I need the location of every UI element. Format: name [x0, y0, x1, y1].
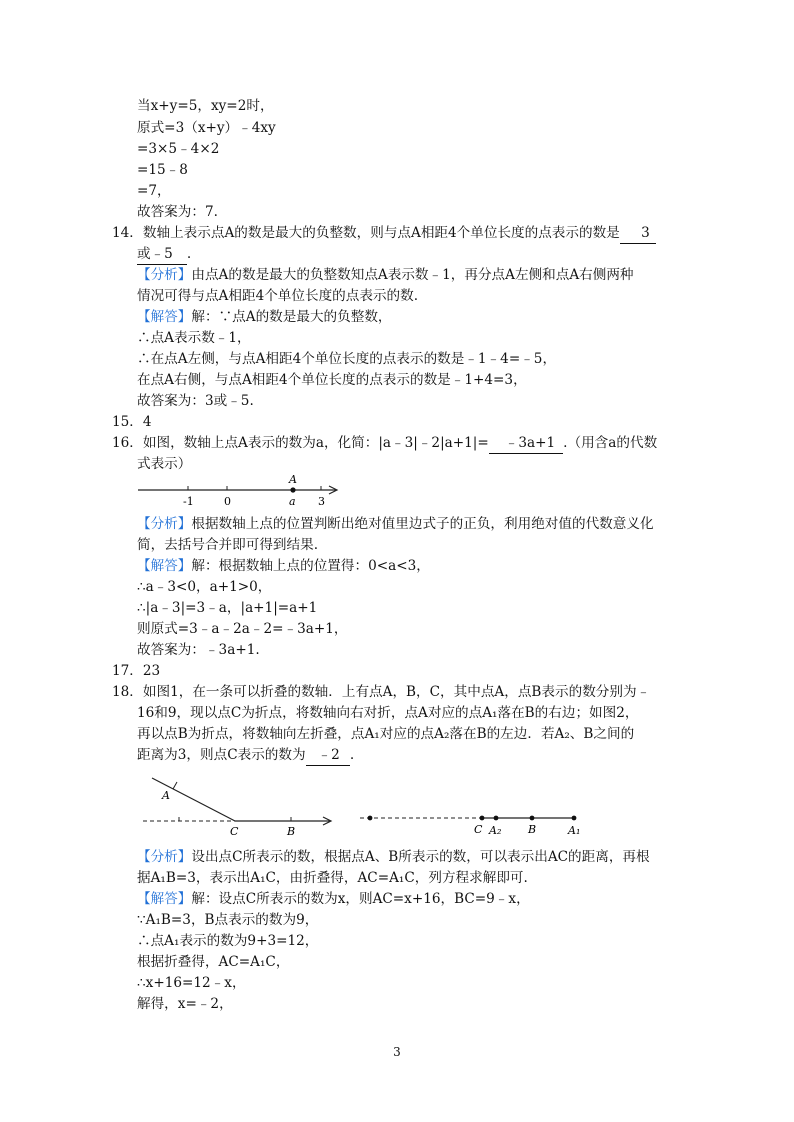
solution-line: 【解答】解：∵点A的数是最大的负整数， [137, 309, 392, 325]
solution-line: ∴点A₁表示的数为9+3=12， [137, 933, 319, 949]
point-label: A [289, 473, 297, 486]
question-17: 17．23 [112, 663, 161, 679]
answer-blank: ﹣2 [306, 745, 350, 766]
question-14-cont: 或﹣5 . [137, 244, 191, 265]
folding-number-line-figure-1 [140, 772, 340, 840]
solution-line: 根据折叠得，AC=A₁C， [137, 954, 290, 970]
text-line: =3×5﹣4×2 [137, 141, 220, 157]
analysis-line: 据A₁B=3，表示出A₁C，由折叠得，AC=A₁C，列方程求解即可. [137, 870, 528, 886]
folding-number-line-figure-2 [358, 772, 590, 840]
solution-line: ∴x+16=12﹣x， [137, 975, 246, 991]
text-line: =7， [137, 183, 171, 199]
question-18-cont: 再以点B为折点，将数轴向左折叠，点A₁对应的点A₂落在B的左边．若A₂、B之间的 [137, 726, 635, 742]
analysis-line: 【分析】根据数轴上点的位置判断出绝对值里边式子的正负，利用绝对值的代数意义化 [137, 516, 654, 532]
analysis-line: 情况可得与点A相距4个单位长度的点表示的数. [137, 288, 419, 304]
analysis-line: 【分析】设出点C所表示的数，根据点A、B所表示的数，可以表示出AC的距离，再根 [137, 849, 650, 865]
text-line: =15﹣8 [137, 162, 188, 178]
point-label-a: A [162, 789, 170, 802]
solution-line: ∴在点A左侧，与点A相距4个单位长度的点表示的数是﹣1﹣4=﹣5， [137, 351, 557, 367]
solution-line: 解得，x=﹣2， [137, 996, 233, 1012]
question-number: 14． [112, 225, 143, 241]
question-number: 16． [112, 435, 143, 451]
point-label-a2: A₂ [489, 824, 502, 837]
point-label-c: C [474, 823, 483, 836]
question-14 [112, 223, 656, 244]
point-marker [368, 816, 373, 821]
number-line-figure-16 [136, 472, 346, 512]
analysis-line: 【分析】由点A的数是最大的负整数知点A表示数﹣1，再分点A左侧和点A右侧两种 [137, 267, 634, 283]
question-text: 如图1，在一条可以折叠的数轴．上有点A，B，C，其中点A，点B表示的数分别为﹣ [142, 684, 651, 700]
point-a [290, 487, 295, 492]
solution-tag: 【解答】 [137, 558, 192, 574]
tick-label: 0 [224, 495, 231, 508]
page-number: 3 [393, 1045, 401, 1059]
solution-line: ∴|a﹣3|=3﹣a，|a+1|=a+1 [137, 600, 318, 616]
solution-line: 在点A右侧，与点A相距4个单位长度的点表示的数是﹣1+4=3， [137, 372, 527, 388]
point-marker [480, 816, 485, 821]
solution-line: 则原式=3﹣a﹣2a﹣2=﹣3a+1， [137, 621, 348, 637]
text-line: 原式=3（x+y）﹣4xy [137, 120, 276, 136]
answer-blank: ﹣3a+1 [489, 433, 563, 454]
point-label-a1: A₁ [568, 824, 581, 837]
solution-line: 故答案为：﹣3a+1. [137, 642, 260, 658]
solution-line: 【解答】解：设点C所表示的数为x，则AC=x+16，BC=9﹣x， [137, 891, 530, 907]
analysis-tag: 【分析】 [137, 267, 192, 283]
point-label-c: C [230, 825, 239, 838]
point-label-b: B [528, 823, 537, 836]
point-marker [572, 816, 577, 821]
solution-line: 【解答】解：根据数轴上点的位置得：0<a<3， [137, 558, 430, 574]
question-16: 16．如图，数轴上点A表示的数为a，化简：|a﹣3|﹣2|a+1|= ﹣3a+1 .（用含a的代数 [112, 433, 657, 454]
question-number: 18． [112, 684, 143, 700]
text-line: 故答案为：7. [137, 204, 218, 220]
solution-tag: 【解答】 [137, 309, 192, 325]
solution-line: ∵A₁B=3，B点表示的数为9， [137, 912, 319, 928]
tick-label: 3 [318, 495, 325, 508]
solution-line: 故答案为：3或﹣5. [137, 393, 254, 409]
question-text: 数轴上表示点A的数是最大的负整数，则与点A相距4个单位长度的点表示的数是 [142, 225, 620, 241]
analysis-tag: 【分析】 [137, 849, 192, 865]
point-marker [494, 816, 499, 821]
point-value-label: a [289, 495, 296, 508]
tick-label: -1 [183, 495, 194, 508]
question-18 [112, 682, 650, 702]
point-label-b: B [287, 825, 296, 838]
solution-line: ∴点A表示数﹣1， [137, 330, 251, 346]
point-marker [530, 816, 535, 821]
text-line: 当x+y=5，xy=2时， [137, 98, 274, 114]
answer-blank: 或﹣5 [137, 244, 187, 265]
tick-mark [173, 782, 177, 789]
question-text: 如图，数轴上点A表示的数为a，化简：|a﹣3|﹣2|a+1|= [142, 435, 489, 451]
analysis-tag: 【分析】 [137, 516, 192, 532]
solution-line: ∴a﹣3<0，a+1>0， [137, 579, 272, 595]
solution-tag: 【解答】 [137, 891, 192, 907]
answer-blank: 3 [620, 223, 656, 244]
question-16-cont: 式表示） [137, 456, 192, 472]
question-15: 15．4 [112, 414, 152, 430]
question-18-cont: 距离为3，则点C表示的数为 ﹣2 . [137, 745, 354, 766]
question-18-cont: 16和9，现以点C为折点，将数轴向右对折，点A对应的点A₁落在B的右边；如图2， [137, 705, 639, 721]
analysis-line: 简，去括号合并即可得到结果. [137, 537, 319, 553]
